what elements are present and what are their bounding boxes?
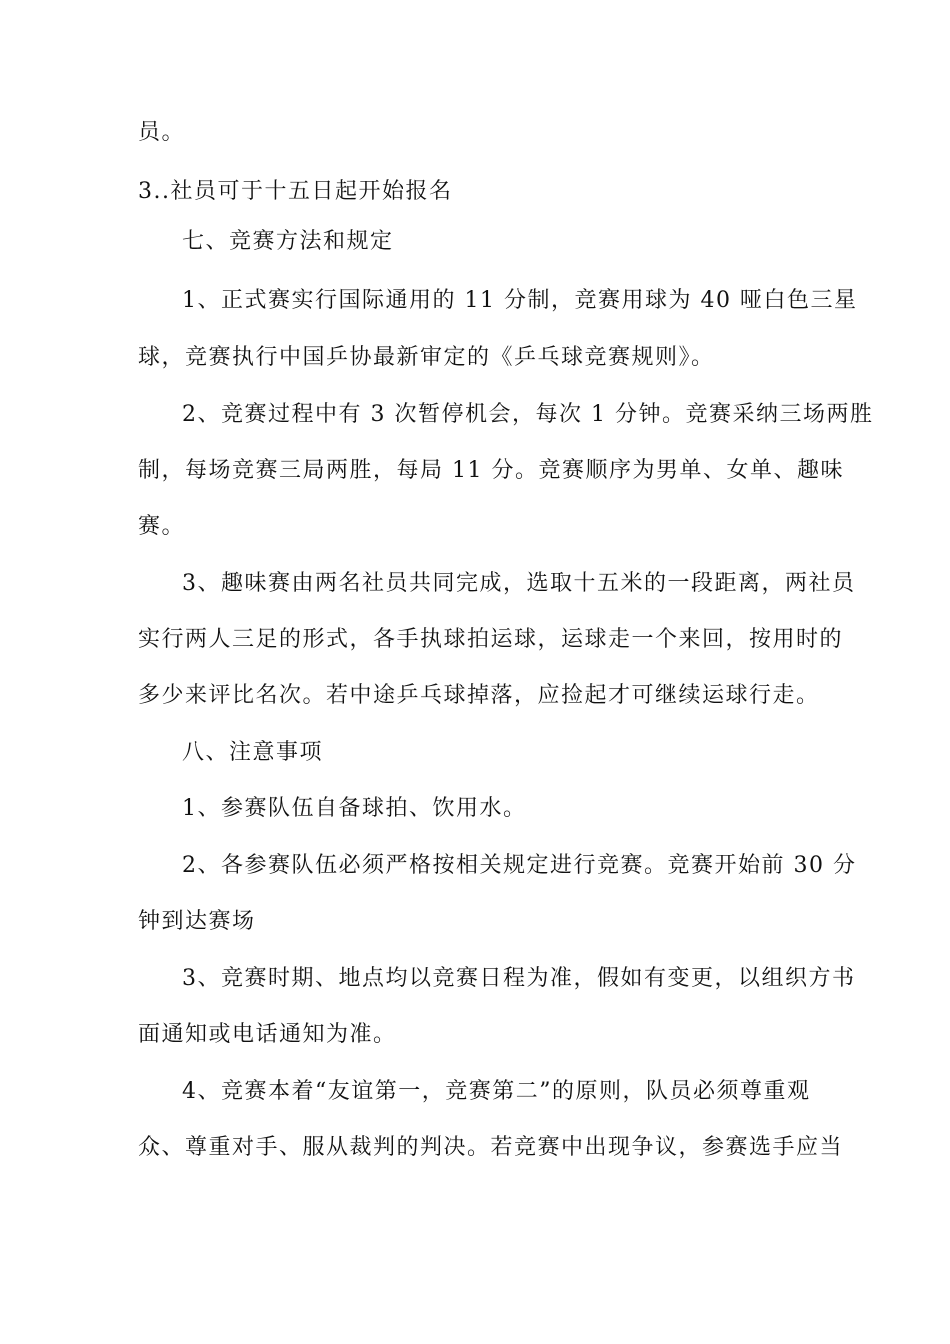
- section-heading: 七、竞赛方法和规定: [182, 229, 394, 254]
- text-line: 3..社员可于十五日起开始报名: [138, 179, 453, 204]
- text-line: 4、竞赛本着“友谊第一，竞赛第二”的原则，队员必须尊重观: [182, 1079, 811, 1104]
- text-line: 赛。: [138, 514, 186, 539]
- text-line: 3、趣味赛由两名社员共同完成，选取十五米的一段距离，两社员: [182, 571, 856, 596]
- text-line: 2、竞赛过程中有 3 次暂停机会，每次 1 分钟。竞赛采纳三场两胜: [182, 402, 874, 427]
- section-heading: 八、注意事项: [182, 740, 324, 765]
- text-line: 制，每场竞赛三局两胜，每局 11 分。竞赛顺序为男单、女单、趣味: [138, 458, 844, 483]
- text-line: 实行两人三足的形式，各手执球拍运球，运球走一个来回，按用时的: [138, 627, 844, 652]
- text-line: 钟到达赛场: [138, 909, 256, 934]
- text-line: 2、各参赛队伍必须严格按相关规定进行竞赛。竞赛开始前 30 分: [182, 853, 857, 878]
- text-line: 多少来评比名次。若中途乒乓球掉落，应捡起才可继续运球行走。: [138, 683, 820, 708]
- text-line: 面通知或电话通知为准。: [138, 1022, 397, 1047]
- text-line: 1、参赛队伍自备球拍、饮用水。: [182, 796, 527, 821]
- text-line: 1、正式赛实行国际通用的 11 分制，竞赛用球为 40 哑白色三星: [182, 288, 858, 313]
- text-line: 球，竞赛执行中国乒协最新审定的《乒乓球竞赛规则》。: [138, 345, 715, 370]
- text-line: 员。: [138, 120, 186, 145]
- text-line: 众、尊重对手、服从裁判的判决。若竞赛中出现争议，参赛选手应当: [138, 1135, 844, 1160]
- text-line: 3、竞赛时期、地点均以竞赛日程为准，假如有变更，以组织方书: [182, 966, 856, 991]
